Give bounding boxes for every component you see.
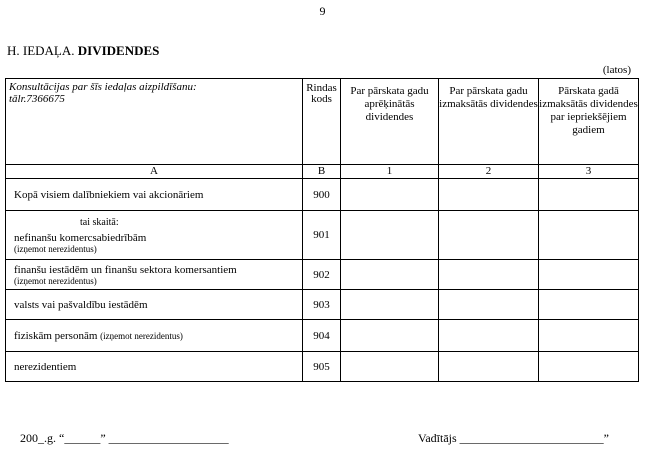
row-code: 902: [303, 260, 341, 290]
value-cell[interactable]: [341, 320, 439, 352]
manager-signature-line: Vadītājs ________________________”: [418, 431, 609, 445]
currency-note: (latos): [602, 64, 631, 76]
row-code: 900: [303, 179, 341, 211]
table-header-row: [6, 79, 639, 165]
value-cell[interactable]: [539, 320, 639, 352]
header-consultation: [6, 79, 303, 165]
value-cell[interactable]: [341, 179, 439, 211]
consultation-text: Konsultācijas par šīs iedaļas aizpildīšanu:: [9, 81, 197, 93]
value-cell[interactable]: [539, 260, 639, 290]
row-label: Kopā visiem dalībniekiem vai akcionāriem: [6, 179, 303, 211]
row-note: (izņemot nerezidentus): [14, 243, 97, 254]
letter-2: 2: [439, 165, 539, 179]
letter-a: A: [6, 165, 303, 179]
row-label-cell: [6, 211, 303, 260]
table-row: [6, 179, 639, 211]
value-cell[interactable]: [439, 352, 539, 382]
dividends-table: [5, 78, 639, 382]
value-cell[interactable]: [341, 211, 439, 260]
row-code: 905: [303, 352, 341, 382]
value-cell[interactable]: [439, 290, 539, 320]
value-cell[interactable]: [439, 211, 539, 260]
value-cell[interactable]: [539, 179, 639, 211]
header-row-code: Rindas kods: [303, 79, 341, 165]
row-code: 903: [303, 290, 341, 320]
row-label-cell: [6, 320, 303, 352]
value-cell[interactable]: [539, 211, 639, 260]
letter-3: 3: [539, 165, 639, 179]
value-cell[interactable]: [341, 352, 439, 382]
letter-1: 1: [341, 165, 439, 179]
table-row: [6, 260, 639, 290]
page-number: 9: [319, 4, 326, 18]
row-label-cell: [6, 260, 303, 290]
date-signature-line: 200_.g. “______” ____________________: [20, 431, 229, 445]
value-cell[interactable]: [539, 290, 639, 320]
header-col-3: Pārskata gadā izmaksātās dividendes par iepriekšējiem gadiem: [539, 79, 639, 165]
row-label: nefinanšu komercsabiedrībām: [14, 231, 147, 244]
value-cell[interactable]: [439, 260, 539, 290]
row-code: 904: [303, 320, 341, 352]
section-prefix: H. IEDAĻA.: [7, 43, 75, 58]
value-cell[interactable]: [439, 320, 539, 352]
value-cell[interactable]: [341, 260, 439, 290]
table-row: [6, 320, 639, 352]
row-code: 901: [303, 211, 341, 260]
row-label: fiziskām personām: [14, 329, 98, 342]
row-sublabel: tai skaitā:: [80, 216, 119, 228]
row-label: valsts vai pašvaldību iestādēm: [6, 290, 303, 320]
row-note: (izņemot nerezidentus): [100, 330, 183, 341]
header-col-1: Par pārskata gadu aprēķinātās dividendes: [341, 79, 439, 165]
row-label: finanšu iestādēm un finanšu sektora komersantiem: [14, 263, 237, 276]
table-row: [6, 352, 639, 382]
table-row: [6, 211, 639, 260]
letter-b: B: [303, 165, 341, 179]
value-cell[interactable]: [341, 290, 439, 320]
value-cell[interactable]: [539, 352, 639, 382]
section-title: [7, 43, 159, 59]
header-col-2: Par pārskata gadu izmaksātās dividendes: [439, 79, 539, 165]
row-label: nerezidentiem: [6, 352, 303, 382]
consultation-phone: tālr.7366675: [9, 93, 65, 105]
column-letters-row: [6, 165, 639, 179]
value-cell[interactable]: [439, 179, 539, 211]
section-heading: DIVIDENDES: [77, 43, 160, 58]
row-note: (izņemot nerezidentus): [14, 275, 97, 286]
table-row: [6, 290, 639, 320]
